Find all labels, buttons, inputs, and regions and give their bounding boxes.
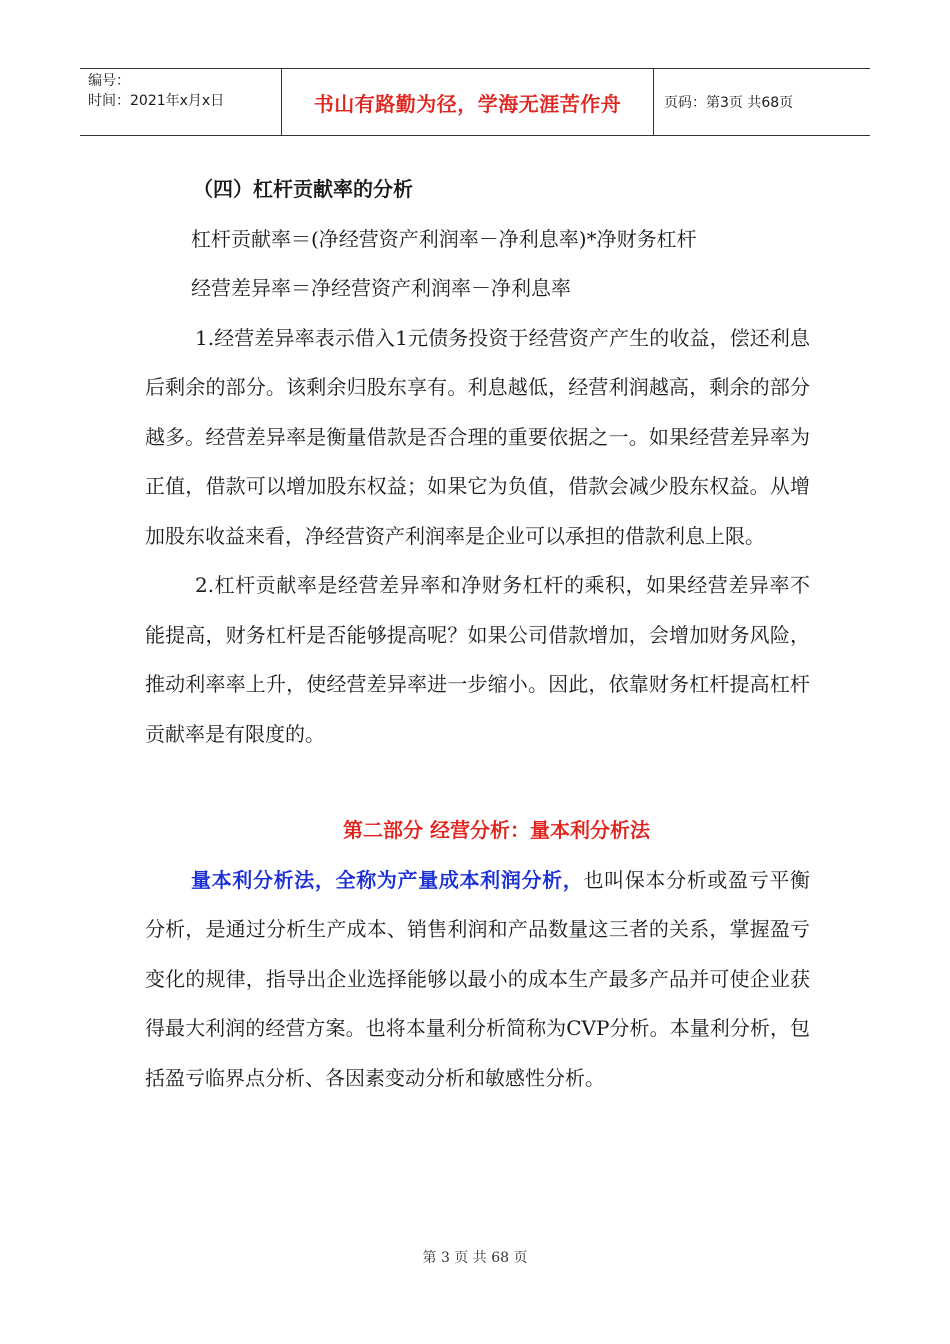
document-body (145, 165, 810, 1103)
intro-highlight: 量本利分析法，全称为产量成本利润分析， (191, 867, 584, 892)
header-motto: 书山有路勤为径，学海无涯苦作舟 (282, 69, 654, 135)
date-label: 时间：2021年x月x日 (88, 93, 225, 109)
page-footer: 第 3 页 共 68 页 (422, 1250, 528, 1266)
section-title: 第二部分 经营分析：量本利分析法 (343, 818, 650, 842)
paragraph-point-2: 2.杠杆贡献率是经营差异率和净财务杠杆的乘积，如果经营差异率不能提高，财务杠杆是否能够提高呢？如果公司借款增加，会增加财务风险，推动利率率上升，使经营差异率进一步缩小。因此，依靠财务杠杆提高杠杆贡献率是有限度的。 (145, 573, 810, 746)
document-header (80, 68, 870, 136)
intro-text: 也叫保本分析或盈亏平衡分析，是通过分析生产成本、销售利润和产品数量这三者的关系，掌握盈亏变化的规律，指导出企业选择能够以最小的成本生产最多产品并可使企业获得最大利润的经营方案。也将本量利分析简称为CVP分析。本量利分析，包括盈亏临界点分析、各因素变动分析和敏感性分析。 (145, 867, 811, 1090)
formula-operating-difference: 经营差异率＝净经营资产利润率－净利息率 (191, 276, 571, 300)
paragraph-intro (145, 856, 810, 1104)
number-label: 编号： (88, 73, 130, 89)
header-info-cell (80, 69, 282, 135)
subheading: （四）杠杆贡献率的分析 (193, 177, 413, 201)
header-page-label: 页码：第3页 共68页 (664, 95, 794, 111)
paragraph-point-1: 1.经营差异率表示借入1元债务投资于经营资产产生的收益，偿还利息后剩余的部分。该剩余归股东享有。利息越低，经营利润越高，剩余的部分越多。经营差异率是衡量借款是否合理的重要依据之一。如果经营差异率为正值，借款可以增加股东权益；如果它为负值，借款会减少股东权益。从增加股东收益来看，净经营资产利润率是企业可以承担的借款利息上限。 (145, 325, 810, 548)
formula-leverage-contribution: 杠杆贡献率＝(净经营资产利润率－净利息率)*净财务杠杆 (191, 226, 697, 251)
